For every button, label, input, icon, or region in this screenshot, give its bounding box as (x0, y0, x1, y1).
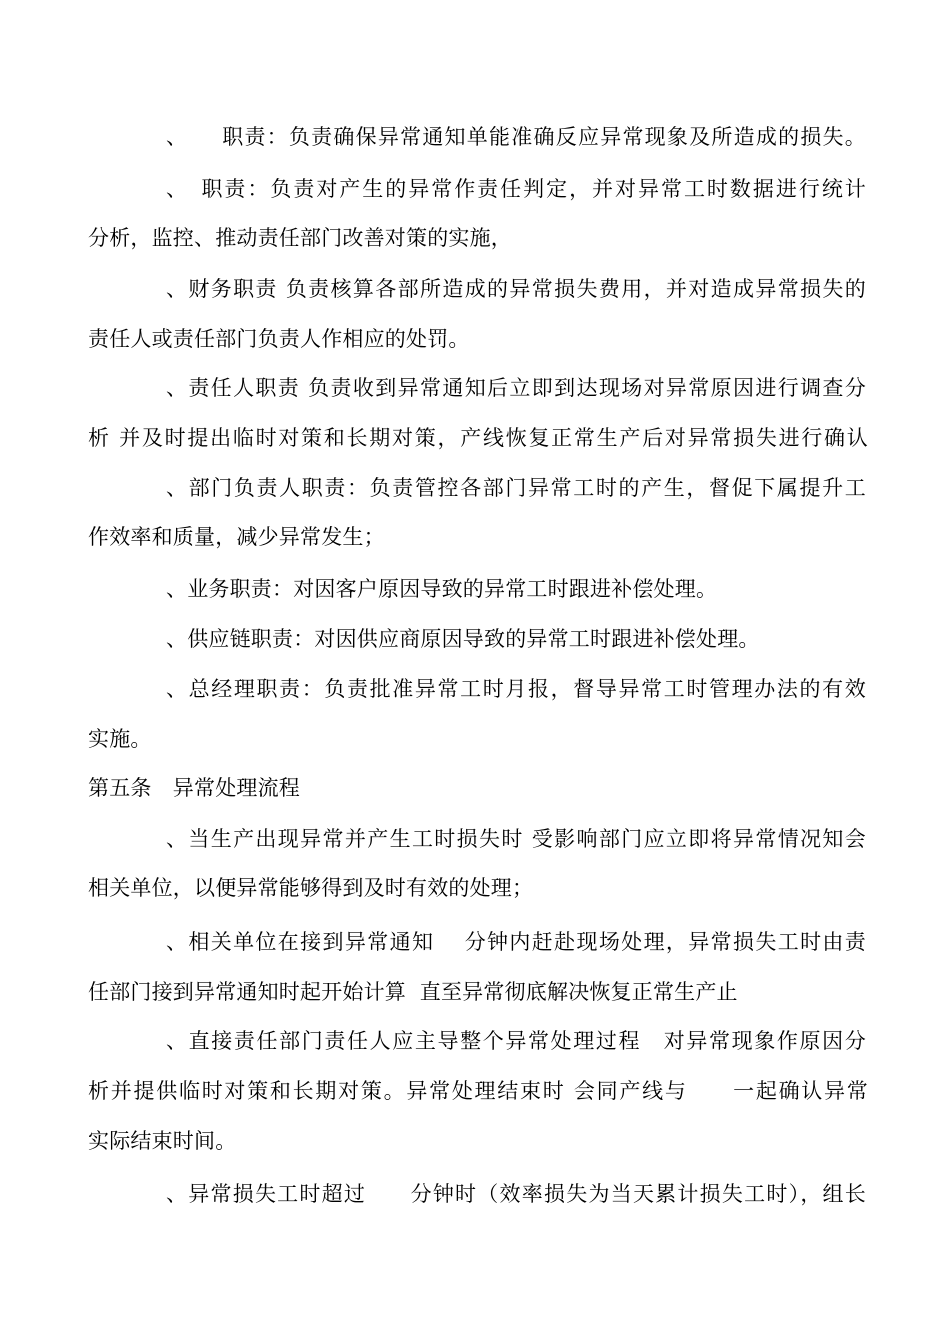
paragraph-line: 、当生产出现异常并产生工时损失时 受影响部门应立即将异常情况知会 (166, 827, 866, 851)
paragraph-line: 、直接责任部门责任人应主导整个异常处理过程 对异常现象作原因分 (166, 1029, 866, 1053)
paragraph-line: 相关单位，以便异常能够得到及时有效的处理； (88, 876, 534, 900)
paragraph-line: 、供应链职责：对因供应商原因导致的异常工时跟进补偿处理。 (166, 627, 760, 651)
paragraph-line: 、 职责：负责确保异常通知单能准确反应异常现象及所造成的损失。 (166, 125, 866, 149)
paragraph-line: 责任人或责任部门负责人作相应的处罚。 (88, 327, 470, 351)
paragraph-line: 任部门接到异常通知时起开始计算 直至异常彻底解决恢复正常生产止 (88, 980, 738, 1004)
paragraph-line: 析并提供临时对策和长期对策。异常处理结束时 会同产线与 一起确认异常 (88, 1079, 868, 1103)
paragraph-line: 、异常损失工时超过 分钟时（效率损失为当天累计损失工时），组长 (166, 1182, 866, 1206)
paragraph-line: 、业务职责：对因客户原因导致的异常工时跟进补偿处理。 (166, 577, 718, 601)
paragraph-line: 、 职责：负责对产生的异常作责任判定，并对异常工时数据进行统计 (166, 177, 866, 201)
paragraph-line: 分析，监控、推动责任部门改善对策的实施， (88, 226, 512, 250)
paragraph-line: 实施。 (88, 727, 152, 751)
paragraph-line: 、部门负责人职责：负责管控各部门异常工时的产生，督促下属提升工 (166, 476, 866, 500)
paragraph-line: 、责任人职责 负责收到异常通知后立即到达现场对异常原因进行调查分 (166, 376, 866, 400)
paragraph-line: 、相关单位在接到异常通知 分钟内赶赴现场处理，异常损失工时由责 (166, 930, 866, 954)
paragraph-line: 、财务职责 负责核算各部所造成的异常损失费用，并对造成异常损失的 (166, 277, 866, 301)
paragraph-line: 析 并及时提出临时对策和长期对策，产线恢复正常生产后对异常损失进行确认 (88, 426, 868, 450)
paragraph-line: 作效率和质量，减少异常发生； (88, 525, 385, 549)
paragraph-line: 实际结束时间。 (88, 1129, 237, 1153)
section-heading: 第五条 异常处理流程 (88, 776, 300, 800)
paragraph-line: 、总经理职责：负责批准异常工时月报，督导异常工时管理办法的有效 (166, 677, 866, 701)
